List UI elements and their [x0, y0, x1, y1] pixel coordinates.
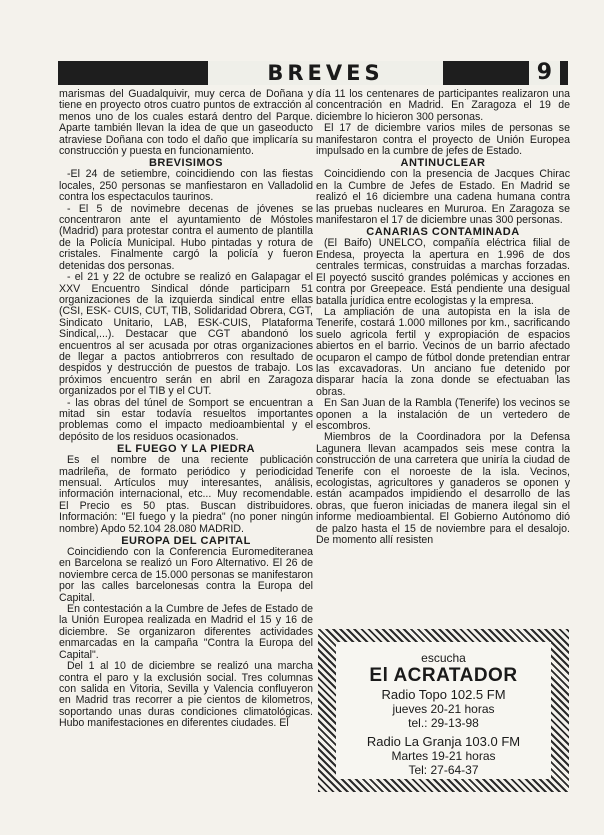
ad-listen: escucha [421, 651, 466, 665]
ad-program-name: El ACRATADOR [369, 665, 518, 686]
ad-tel-1: tel.: 29-13-98 [408, 716, 479, 730]
ad-station-1: Radio Topo 102.5 FM [381, 687, 506, 702]
ad-hours-2: Martes 19-21 horas [391, 749, 496, 763]
ad-tel-2: Tel: 27-64-37 [408, 763, 479, 777]
europa-paragraph-4: El 17 de diciembre varios miles de personas se manifestaron contra el proyecto de Unión Europea impulsado en la cumbre de jefes de Estado. [316, 122, 570, 158]
right-column [316, 89, 570, 546]
europa-paragraph-1: Coincidiendo con la Conferencia Euromediteranea en Barcelona se realizó un Foro Alternativo. El 26 de noviembre cerca de 15.000 personas se manifestaron por las calles barcelonesas contra la Europa del Capital. [59, 546, 313, 604]
intro-paragraph: marismas del Guadalquivir, muy cerca de Doñana y tiene en proyecto otros cuatro puntos de extracción al menos uno de los cuales estará dentro del Parque. Aparte también llevan la idea de que un gaseoducto atraviese Doñana con todo el daño que implicaría su construcción y puesta en funcionamiento. [59, 88, 313, 158]
europa-paragraph-3: Del 1 al 10 de diciembre se realizó una marcha contra el paro y la exclusión social. Tres columnas con salida en Vitoria, Sevilla y Valencia confluyeron en Madrid tras recorrer a pie cientos de kilometros, soportando unas duras condiciones climatológicas. Hubo manifestaciones en diferentes ciudades. El [59, 660, 313, 730]
heading-europa-capital: EUROPA DEL CAPITAL [121, 535, 251, 548]
section-title: BREVES [267, 61, 384, 85]
heading-canarias: CANARIAS CONTAMINADA [366, 226, 520, 239]
canarias-paragraph-4: Miembros de la Coordinadora por la Defensa Lagunera llevan acampados seis mese contra la construcción de una carretera que uniría la ciudad de Tenerife con el noroeste de la isla. Vecinos, ecologistas, agricultores y ganaderos se oponen y están acampados impidiendo el desarrollo de las obras, que fueron iniciadas de manera ilegal sin el informe medioambiental. El Gobierno Autónomo dió de palzo hasta el 15 de noviembre para el desalojo. De momento allí resisten [316, 431, 570, 547]
europa-paragraph-2: En contestación a la Cumbre de Jefes de Estado de la Unión Europea realizada en Madrid el 15 y 16 de diciembre. Se organizaron diferentes actividades enmarcadas en la campaña "Contra la Europa del Capital". [59, 603, 313, 661]
brevisimos-item-1: -El 24 de setiembre, coincidiendo con las fiestas locales, 250 personas se manfiestaron en Valladolid contra los espectaculos taurinos. [59, 168, 313, 204]
brevisimos-item-4: - las obras del túnel de Somport se encuentran a mitad sin estar todavía resueltos importantes problemas como el impacto medioambiental y el depósito de los residuos ocasionados. [59, 396, 313, 443]
left-column [59, 89, 313, 730]
antinuclear-paragraph: Coincidiendo con la presencia de Jacques Chirac en la Cumbre de Jefes de Estado. En Madrid se realizó el 16 diciembre una cadena humana contra las pruebas nucleares en Mururoa. En Zaragoza se manifestaron el 17 de diciembre unas 300 personas. [316, 168, 570, 227]
section-header [58, 61, 568, 85]
ad-station-2: Radio La Granja 103.0 FM [366, 734, 521, 749]
brevisimos-item-2: - El 5 de novimebre decenas de jóvenes se concentraron ante el ayuntamiento de Móstoles (Madrid) para protestar contra el aumento de plantilla de la Policía Municipal. Hubo pintadas y rotura de cristales. Finalmente cargó la policía y fueron detenidas dos personas. [59, 202, 313, 272]
heading-brevisimos: BREVISIMOS [148, 157, 224, 170]
brevisimos-item-3: - el 21 y 22 de octubre se realizó en Galapagar el XXV Encuentro Sindical dónde participarn 51 organizaciones de la izquierda sindical entre ellas (CSI, ESK- CUIS, CUT, TIB, Solidaridad Obrera, CGT, Sindicato Unitario, LAB, ESK-CUIS, Plataforma Sindical,...). Destacar que CGT abandonó los encuentros al ser acusada por otras organizaciones de llegar a pactos antiobrreros con resultado de despidos y destrucción de puestos de trabajo. Los próximos encuentro serán en abril en Zaragoza organizados por el TIB y el CUT. [59, 271, 313, 398]
europa-continued: día 11 los centenares de participantes realizaron una concentración en Madrid. En Zaragoza el 19 de diciembre lo hicieron 300 personas. [316, 88, 570, 123]
radio-ad [336, 642, 551, 779]
heading-fuego-piedra: EL FUEGO Y LA PIEDRA [117, 443, 255, 456]
heading-antinuclear: ANTINUCLEAR [400, 157, 486, 170]
canarias-paragraph-1: (El Baifo) UNELCO, compañía eléctrica filial de Endesa, proyecta la apertura en 1.996 de dos centrales termicas, construidas a marchas forzadas. El poyectó suscitó grandes polémicas y acciones en contra por Greepeace. Está pendiente una desigual batalla jurídica entre ecologistas y la empresa. [316, 237, 570, 307]
page-number: 9 [529, 61, 560, 85]
fuego-paragraph: Es el nombre de una reciente publicación madrileña, de formato periódico y periodicidad mensual. Artículos muy interesantes, análisis, información internacional, etc... Muy recomendable. El Precio es 50 ptas. Buscan distribuidores. Información: "El fuego y la piedra" (no poner ningún nombre) Apdo 52.104 28.080 MADRID. [59, 454, 313, 535]
canarias-paragraph-2: La ampliación de una autopista en la isla de Tenerife, costará 1.000 millones por km., sacrificando suelo agricola fertil y expropiación de espacios abiertos en el barrio. Vecinos de un barrio afectado ocuparon el campo de fútbol donde pretendian entrar las excavadoras. Un anciano fue detenido por disparar hacía la zona donde se efectuaban las obras. [316, 305, 570, 398]
ad-hours-1: jueves 20-21 horas [392, 702, 495, 716]
canarias-paragraph-3: En San Juan de la Rambla (Tenerife) los vecinos se oponen a la instalación de un vertedero de escombros. [316, 397, 570, 432]
